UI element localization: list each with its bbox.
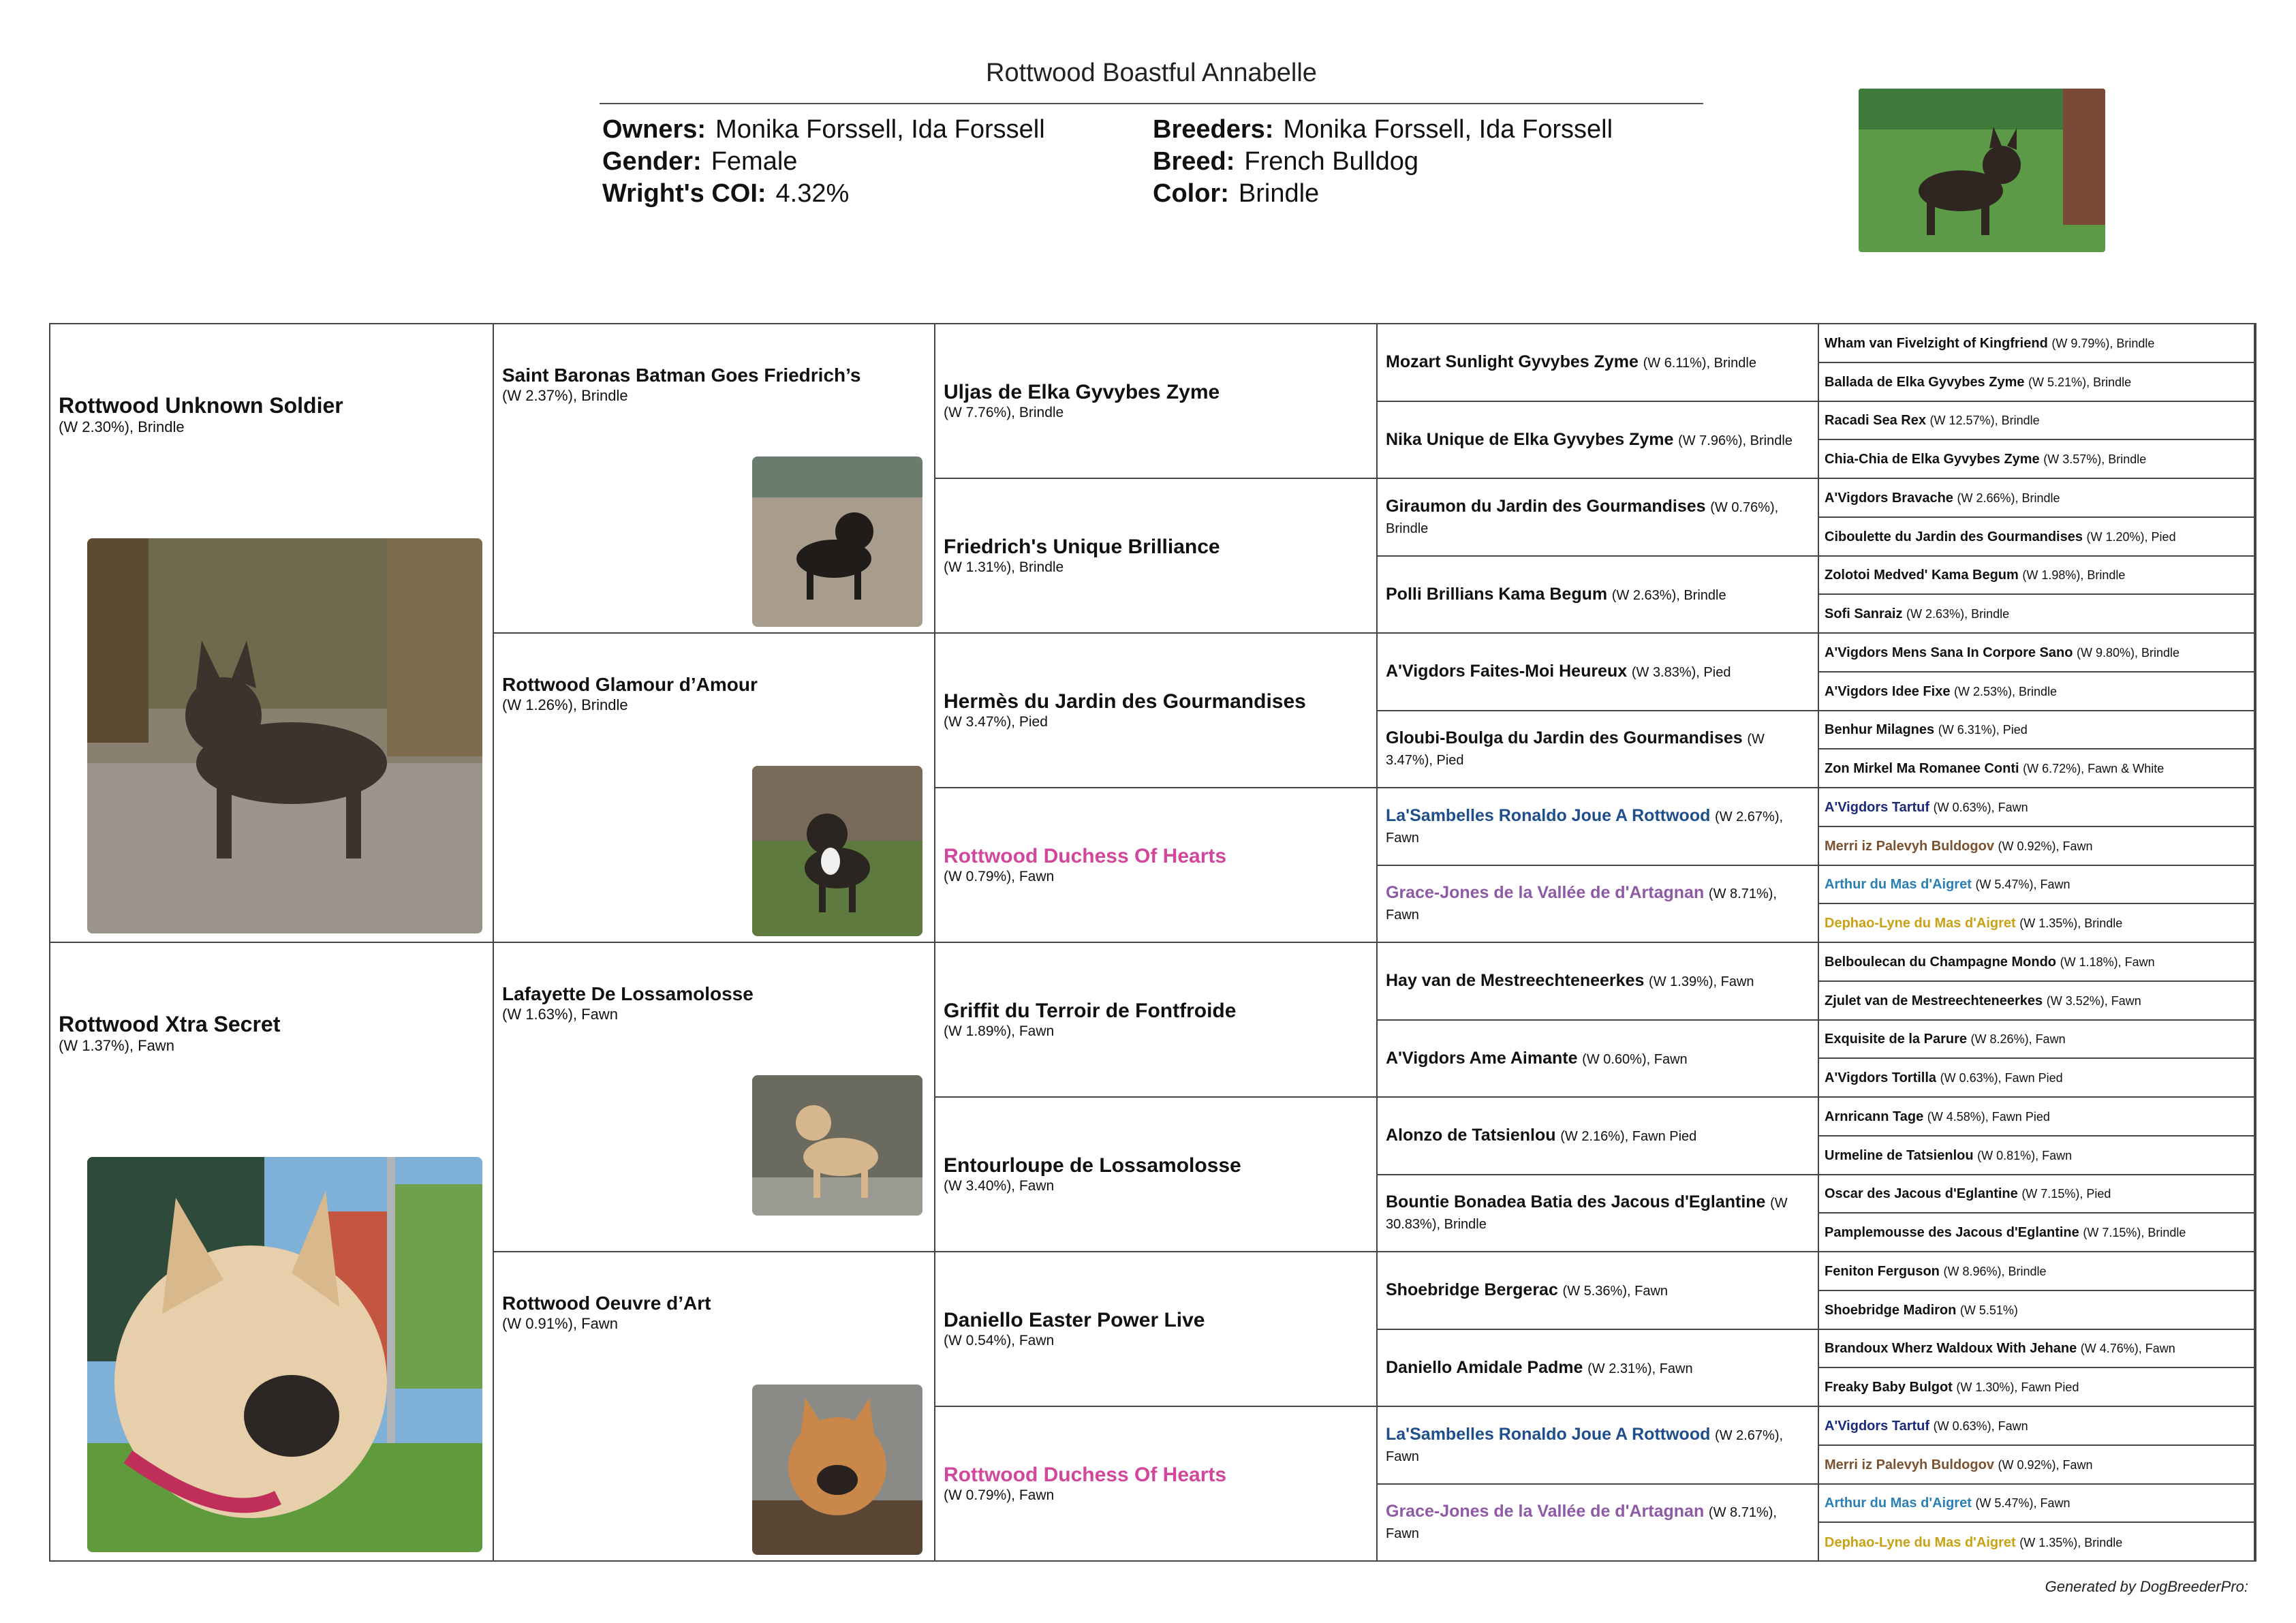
pedigree-table bbox=[49, 323, 2256, 1562]
gen5-cell bbox=[1819, 943, 2255, 982]
ancestor-details: (W 2.16%), Fawn Pied bbox=[1560, 1129, 1697, 1144]
ancestor-details: (W 1.37%), Fawn bbox=[59, 1037, 174, 1054]
gen5-cell bbox=[1819, 1485, 2255, 1523]
ancestor-details: (W 0.92%), Fawn bbox=[1998, 839, 2093, 853]
coi-label: Wright's COI: bbox=[602, 179, 766, 208]
ancestor-name: Belboulecan du Champagne Mondo bbox=[1825, 954, 2057, 970]
ancestor-details: (W 1.18%), Fawn bbox=[2060, 955, 2155, 969]
ancestor-details: (W 0.76%), Brindle bbox=[1386, 499, 1779, 536]
breeders-row bbox=[1153, 114, 1613, 146]
ancestor-name: A'Vigdors Faites-Moi Heureux bbox=[1386, 662, 1628, 681]
ancestor-details: (W 5.47%), Fawn bbox=[1975, 1496, 2070, 1510]
color-value: Brindle bbox=[1238, 179, 1320, 208]
ancestor-details: (W 2.63%), Brindle bbox=[1906, 606, 2010, 621]
ancestor-details: (W 1.26%), Brindle bbox=[502, 696, 628, 713]
dam-photo bbox=[87, 1157, 482, 1552]
gen5-cell bbox=[1819, 1175, 2255, 1214]
ancestor-name: Merri iz Palevyh Buldogov bbox=[1825, 838, 1994, 854]
gen4-cell bbox=[1378, 1021, 1819, 1098]
ancestor-details: (W 0.54%), Fawn bbox=[944, 1333, 1055, 1348]
ancestor-details: (W 5.47%), Fawn bbox=[1975, 878, 2070, 891]
gen5-cell bbox=[1819, 634, 2255, 673]
gen4-cell bbox=[1378, 1330, 1819, 1407]
breeders-label: Breeders: bbox=[1153, 115, 1274, 144]
ancestor-name: Saint Baronas Batman Goes Friedrich’s bbox=[502, 365, 861, 386]
ancestor-name: Shoebridge Madiron bbox=[1825, 1302, 1957, 1318]
gen5-cell bbox=[1819, 673, 2255, 711]
ancestor-details: (W 0.81%), Fawn bbox=[1977, 1148, 2073, 1162]
ancestor-name: Wham van Fivelzight of Kingfriend bbox=[1825, 335, 2048, 351]
ancestor-details: (W 2.31%), Fawn bbox=[1587, 1361, 1693, 1376]
ancestor-name: Urmeline de Tatsienlou bbox=[1825, 1147, 1974, 1163]
gen4-cell bbox=[1378, 324, 1819, 402]
ancestor-details: (W 0.92%), Fawn bbox=[1998, 1457, 2093, 1472]
gender-row bbox=[602, 146, 1045, 178]
gen4-cell bbox=[1378, 866, 1819, 943]
ancestor-name: A'Vigdors Tartuf bbox=[1825, 1418, 1930, 1434]
gen5-cell bbox=[1819, 982, 2255, 1021]
gen5-cell bbox=[1819, 1291, 2255, 1330]
ancestor-details: (W 9.80%), Brindle bbox=[2077, 645, 2180, 660]
gen5-cell bbox=[1819, 788, 2255, 827]
ancestor-details: (W 5.36%), Fawn bbox=[1562, 1284, 1669, 1299]
ancestor-name: Mozart Sunlight Gyvybes Zyme bbox=[1386, 352, 1639, 371]
gen4-cell bbox=[1378, 788, 1819, 866]
owners-value: Monika Forssell, Ida Forssell bbox=[715, 115, 1045, 144]
gen4-cell bbox=[1378, 402, 1819, 479]
gen4-cell bbox=[1378, 1175, 1819, 1252]
ancestor-name: Alonzo de Tatsienlou bbox=[1386, 1126, 1556, 1145]
ancestor-name: Benhur Milagnes bbox=[1825, 722, 1935, 737]
gen5-cell bbox=[1819, 1407, 2255, 1446]
gen2-photo bbox=[752, 766, 922, 936]
ancestor-name: Dephao-Lyne du Mas d'Aigret bbox=[1825, 915, 2016, 931]
ancestor-details: (W 9.79%), Brindle bbox=[2051, 336, 2155, 350]
gen5-cell bbox=[1819, 557, 2255, 595]
gen4-cell bbox=[1378, 557, 1819, 634]
gen4-cell bbox=[1378, 943, 1819, 1021]
ancestor-details: (W 12.57%), Brindle bbox=[1929, 414, 2040, 427]
ancestor-details: (W 1.30%), Fawn Pied bbox=[1956, 1380, 2079, 1394]
ancestor-name: Zjulet van de Mestreechteneerkes bbox=[1825, 993, 2043, 1008]
gen5-cell bbox=[1819, 1059, 2255, 1098]
breeders-value: Monika Forssell, Ida Forssell bbox=[1283, 115, 1613, 144]
ancestor-details: (W 3.47%), Pied bbox=[1386, 732, 1765, 768]
ancestor-details: (W 1.98%), Brindle bbox=[2022, 568, 2126, 582]
title-divider bbox=[600, 103, 1703, 104]
coi-row bbox=[602, 178, 1045, 210]
ancestor-name: Arthur du Mas d'Aigret bbox=[1825, 877, 1972, 892]
ancestor-details: (W 8.71%), Fawn bbox=[1386, 886, 1777, 923]
gen5-cell bbox=[1819, 711, 2255, 749]
ancestor-details: (W 8.96%), Brindle bbox=[1943, 1264, 2047, 1278]
gen5-cell bbox=[1819, 1330, 2255, 1368]
ancestor-name: Shoebridge Bergerac bbox=[1386, 1280, 1558, 1299]
ancestor-details: (W 4.58%), Fawn Pied bbox=[1927, 1109, 2050, 1124]
gen5-cell bbox=[1819, 440, 2255, 479]
ancestor-details: (W 7.15%), Pied bbox=[2021, 1187, 2111, 1201]
gen3-cell bbox=[935, 634, 1378, 788]
ancestor-details: (W 2.67%), Fawn bbox=[1386, 1427, 1784, 1464]
footer-credit: Generated by DogBreederPro: bbox=[2045, 1578, 2248, 1595]
gen5-cell bbox=[1819, 904, 2255, 943]
gen5-cell bbox=[1819, 1137, 2255, 1175]
ancestor-details: (W 0.63%), Fawn Pied bbox=[1940, 1070, 2063, 1085]
gen3-cell bbox=[935, 1407, 1378, 1562]
page-title: Rottwood Boastful Annabelle bbox=[986, 59, 1317, 87]
ancestor-name: Gloubi-Boulga du Jardin des Gourmandises bbox=[1386, 728, 1743, 747]
ancestor-name: Entourloupe de Lossamolosse bbox=[944, 1154, 1241, 1177]
ancestor-name: A'Vigdors Mens Sana In Corpore Sano bbox=[1825, 645, 2073, 660]
ancestor-name: Sofi Sanraiz bbox=[1825, 606, 1903, 621]
gen4-cell bbox=[1378, 711, 1819, 788]
gen2-photo bbox=[752, 1075, 922, 1216]
ancestor-details: (W 3.83%), Pied bbox=[1631, 665, 1731, 680]
gen3-cell bbox=[935, 943, 1378, 1098]
owners-row bbox=[602, 114, 1045, 146]
ancestor-name: Ciboulette du Jardin des Gourmandises bbox=[1825, 529, 2083, 544]
gen4-cell bbox=[1378, 1252, 1819, 1330]
ancestor-details: (W 1.89%), Fawn bbox=[944, 1023, 1055, 1039]
gen4-cell bbox=[1378, 1098, 1819, 1175]
ancestor-details: (W 5.21%), Brindle bbox=[2028, 375, 2132, 389]
ancestor-name: A'Vigdors Tartuf bbox=[1825, 799, 1930, 815]
gen4-cell bbox=[1378, 1407, 1819, 1485]
gen3-cell bbox=[935, 479, 1378, 634]
color-row bbox=[1153, 178, 1613, 210]
ancestor-name: Chia-Chia de Elka Gyvybes Zyme bbox=[1825, 451, 2040, 467]
ancestor-name: Rottwood Xtra Secret bbox=[59, 1012, 281, 1036]
ancestor-name: Arthur du Mas d'Aigret bbox=[1825, 1496, 1972, 1511]
color-label: Color: bbox=[1153, 179, 1229, 208]
ancestor-details: (W 30.83%), Brindle bbox=[1386, 1196, 1788, 1232]
ancestor-details: (W 1.31%), Brindle bbox=[944, 559, 1064, 575]
ancestor-details: (W 2.37%), Brindle bbox=[502, 387, 628, 404]
ancestor-name: Daniello Easter Power Live bbox=[944, 1309, 1205, 1331]
ancestor-details: (W 0.63%), Fawn bbox=[1933, 1419, 2028, 1433]
gen4-cell bbox=[1378, 1485, 1819, 1562]
gender-value: Female bbox=[711, 147, 798, 176]
ancestor-details: (W 6.72%), Fawn & White bbox=[2023, 761, 2165, 775]
ancestor-details: (W 3.40%), Fawn bbox=[944, 1178, 1055, 1194]
coi-value: 4.32% bbox=[775, 179, 850, 208]
gen5-cell bbox=[1819, 518, 2255, 557]
ancestor-details: (W 5.51%) bbox=[1959, 1303, 2018, 1317]
ancestor-name: Hermès du Jardin des Gourmandises bbox=[944, 690, 1306, 713]
info-right bbox=[1153, 114, 1613, 210]
gen5-cell bbox=[1819, 827, 2255, 866]
gen5-cell bbox=[1819, 402, 2255, 440]
ancestor-details: (W 3.57%), Brindle bbox=[2043, 452, 2147, 466]
gen5-cell bbox=[1819, 1252, 2255, 1291]
ancestor-details: (W 1.20%), Pied bbox=[2086, 529, 2176, 544]
ancestor-details: (W 1.35%), Brindle bbox=[2019, 1535, 2123, 1549]
ancestor-details: (W 6.31%), Pied bbox=[1938, 723, 2028, 737]
gen5-cell bbox=[1819, 1021, 2255, 1059]
main-dog-photo bbox=[1859, 89, 2105, 252]
gen4-cell bbox=[1378, 634, 1819, 711]
ancestor-name: Giraumon du Jardin des Gourmandises bbox=[1386, 496, 1706, 516]
ancestor-details: (W 3.47%), Pied bbox=[944, 714, 1048, 730]
ancestor-details: (W 6.11%), Brindle bbox=[1643, 356, 1756, 371]
gen3-cell bbox=[935, 324, 1378, 479]
gender-label: Gender: bbox=[602, 147, 702, 176]
ancestor-name: Grace-Jones de la Vallée de d'Artagnan bbox=[1386, 1502, 1705, 1521]
ancestor-name: Zolotoi Medved' Kama Begum bbox=[1825, 568, 2019, 583]
ancestor-name: Feniton Ferguson bbox=[1825, 1263, 1940, 1279]
ancestor-details: (W 0.79%), Fawn bbox=[944, 869, 1055, 884]
gen5-cell bbox=[1819, 479, 2255, 518]
ancestor-name: A'Vigdors Bravache bbox=[1825, 490, 1953, 506]
gen3-cell bbox=[935, 1252, 1378, 1407]
gen5-cell bbox=[1819, 749, 2255, 788]
ancestor-details: (W 0.91%), Fawn bbox=[502, 1315, 618, 1332]
ancestor-details: (W 8.71%), Fawn bbox=[1386, 1505, 1777, 1541]
ancestor-name: A'Vigdors Ame Aimante bbox=[1386, 1048, 1578, 1068]
ancestor-name: Bountie Bonadea Batia des Jacous d'Eglantine bbox=[1386, 1192, 1766, 1211]
ancestor-name: Rottwood Duchess Of Hearts bbox=[944, 845, 1227, 867]
ancestor-details: (W 2.53%), Brindle bbox=[1954, 684, 2058, 698]
ancestor-details: (W 2.66%), Brindle bbox=[1957, 491, 2060, 505]
ancestor-name: Rottwood Unknown Soldier bbox=[59, 393, 343, 418]
ancestor-name: Racadi Sea Rex bbox=[1825, 413, 1926, 428]
ancestor-details: (W 0.79%), Fawn bbox=[944, 1487, 1055, 1503]
ancestor-details: (W 1.39%), Fawn bbox=[1649, 974, 1754, 989]
ancestor-details: (W 7.96%), Brindle bbox=[1678, 433, 1793, 448]
ancestor-name: Zon Mirkel Ma Romanee Conti bbox=[1825, 760, 2019, 776]
ancestor-name: Rottwood Duchess Of Hearts bbox=[944, 1464, 1227, 1486]
ancestor-name: A'Vigdors Idee Fixe bbox=[1825, 683, 1951, 699]
ancestor-details: (W 0.63%), Fawn bbox=[1933, 800, 2028, 814]
ancestor-name: La'Sambelles Ronaldo Joue A Rottwood bbox=[1386, 1424, 1711, 1444]
gen3-cell bbox=[935, 1098, 1378, 1252]
owners-label: Owners: bbox=[602, 115, 707, 144]
breed-label: Breed: bbox=[1153, 147, 1235, 176]
ancestor-name: Arnricann Tage bbox=[1825, 1109, 1924, 1124]
ancestor-name: Daniello Amidale Padme bbox=[1386, 1357, 1583, 1377]
ancestor-name: Exquisite de la Parure bbox=[1825, 1032, 1967, 1047]
ancestor-details: (W 1.63%), Fawn bbox=[502, 1006, 618, 1023]
gen5-cell bbox=[1819, 1098, 2255, 1137]
gen5-cell bbox=[1819, 1523, 2255, 1562]
ancestor-details: (W 4.76%), Fawn bbox=[2080, 1342, 2175, 1355]
gen5-cell bbox=[1819, 1446, 2255, 1485]
gen4-cell bbox=[1378, 479, 1819, 557]
gen5-cell bbox=[1819, 595, 2255, 634]
ancestor-name: Dephao-Lyne du Mas d'Aigret bbox=[1825, 1534, 2016, 1550]
gen2-photo bbox=[752, 457, 922, 627]
ancestor-name: La'Sambelles Ronaldo Joue A Rottwood bbox=[1386, 805, 1711, 825]
ancestor-details: (W 3.52%), Fawn bbox=[2046, 993, 2141, 1008]
ancestor-details: (W 8.26%), Fawn bbox=[1970, 1032, 2066, 1046]
ancestor-name: Oscar des Jacous d'Eglantine bbox=[1825, 1186, 2018, 1201]
ancestor-name: Merri iz Palevyh Buldogov bbox=[1825, 1457, 1994, 1472]
gen5-cell bbox=[1819, 324, 2255, 363]
ancestor-name: Freaky Baby Bulgot bbox=[1825, 1379, 1953, 1395]
ancestor-name: Polli Brillians Kama Begum bbox=[1386, 584, 1608, 604]
ancestor-name: Friedrich's Unique Brilliance bbox=[944, 536, 1220, 558]
ancestor-name: Griffit du Terroir de Fontfroide bbox=[944, 1000, 1237, 1022]
gen5-cell bbox=[1819, 1368, 2255, 1407]
ancestor-details: (W 2.67%), Fawn bbox=[1386, 809, 1784, 846]
breed-value: French Bulldog bbox=[1244, 147, 1418, 176]
ancestor-name: Grace-Jones de la Vallée de d'Artagnan bbox=[1386, 883, 1705, 902]
gen5-cell bbox=[1819, 866, 2255, 904]
gen2-photo bbox=[752, 1385, 922, 1555]
ancestor-details: (W 7.15%), Brindle bbox=[2083, 1225, 2186, 1239]
ancestor-details: (W 2.30%), Brindle bbox=[59, 418, 185, 435]
ancestor-name: Nika Unique de Elka Gyvybes Zyme bbox=[1386, 429, 1674, 449]
ancestor-name: A'Vigdors Tortilla bbox=[1825, 1070, 1937, 1085]
ancestor-details: (W 1.35%), Brindle bbox=[2019, 916, 2123, 930]
gen5-cell bbox=[1819, 1214, 2255, 1252]
gen5-cell bbox=[1819, 363, 2255, 402]
ancestor-details: (W 0.60%), Fawn bbox=[1582, 1051, 1688, 1067]
sire-photo bbox=[87, 538, 482, 933]
ancestor-name: Uljas de Elka Gyvybes Zyme bbox=[944, 381, 1220, 403]
ancestor-details: (W 7.76%), Brindle bbox=[944, 405, 1064, 420]
ancestor-details: (W 2.63%), Brindle bbox=[1611, 587, 1726, 603]
ancestor-name: Ballada de Elka Gyvybes Zyme bbox=[1825, 374, 2025, 390]
gen3-cell bbox=[935, 788, 1378, 943]
ancestor-name: Rottwood Oeuvre d’Art bbox=[502, 1293, 711, 1314]
ancestor-name: Pamplemousse des Jacous d'Eglantine bbox=[1825, 1224, 2079, 1240]
ancestor-name: Lafayette De Lossamolosse bbox=[502, 983, 754, 1004]
ancestor-name: Rottwood Glamour d’Amour bbox=[502, 674, 758, 695]
ancestor-name: Brandoux Wherz Waldoux With Jehane bbox=[1825, 1341, 2077, 1356]
info-left bbox=[602, 114, 1045, 210]
ancestor-name: Hay van de Mestreechteneerkes bbox=[1386, 971, 1645, 990]
breed-row bbox=[1153, 146, 1613, 178]
